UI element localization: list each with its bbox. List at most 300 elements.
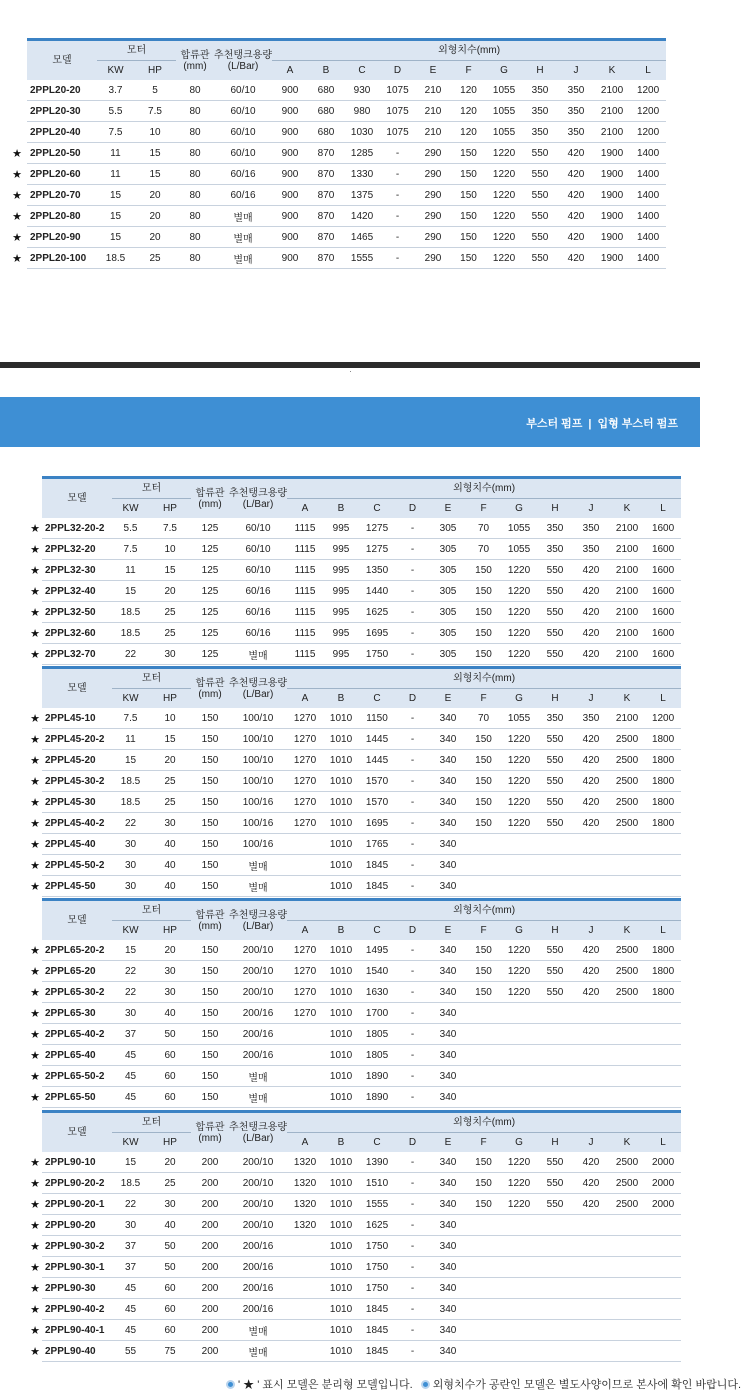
- separated-model-star-icon: ★: [30, 755, 40, 767]
- cell-g: [501, 855, 537, 876]
- cell-g: [501, 1341, 537, 1362]
- cell-hp: 20: [134, 227, 176, 248]
- cell-d: -: [380, 143, 415, 164]
- cell-l: 1800: [645, 982, 681, 1003]
- cell-b: 870: [308, 227, 344, 248]
- cell-j: [573, 1024, 609, 1045]
- cell-l: 1400: [630, 206, 666, 227]
- separated-model-star-icon: ★: [30, 1008, 40, 1020]
- header-kw: KW: [112, 1133, 149, 1153]
- cell-g: 1055: [501, 708, 537, 729]
- cell-l: 1600: [645, 518, 681, 539]
- cell-g: 1055: [486, 122, 522, 143]
- cell-pipe: 150: [191, 1087, 229, 1108]
- header-hp: HP: [149, 921, 191, 941]
- cell-e: 290: [415, 185, 451, 206]
- separated-model-star-icon: ★: [30, 565, 40, 577]
- cell-b: 1010: [323, 771, 359, 792]
- table-row: [42, 581, 681, 602]
- cell-j: 420: [573, 602, 609, 623]
- cell-e: 340: [430, 1236, 466, 1257]
- cell-tank: 100/16: [229, 813, 287, 834]
- cell-kw: 7.5: [112, 539, 149, 560]
- cell-j: 420: [558, 248, 594, 269]
- cell-pipe: 80: [176, 248, 214, 269]
- header-dim-g: G: [486, 61, 522, 81]
- cell-e: 340: [430, 834, 466, 855]
- cell-g: 1220: [501, 729, 537, 750]
- spec-table-2: [42, 476, 681, 665]
- cell-j: 420: [573, 813, 609, 834]
- cell-a: 1270: [287, 813, 323, 834]
- cell-f: 150: [466, 581, 501, 602]
- header-dim-a: A: [287, 921, 323, 941]
- header-hp: HP: [149, 1133, 191, 1153]
- cell-f: 70: [466, 518, 501, 539]
- cell-pipe: 125: [191, 644, 229, 665]
- cell-e: 290: [415, 206, 451, 227]
- cell-b: 1010: [323, 1194, 359, 1215]
- cell-pipe: 150: [191, 940, 229, 961]
- cell-b: 1010: [323, 1152, 359, 1173]
- cell-c: 1625: [359, 1215, 395, 1236]
- cell-h: 550: [537, 729, 573, 750]
- cell-k: 2500: [609, 771, 645, 792]
- cell-tank: 별매: [214, 227, 272, 248]
- cell-hp: 10: [149, 708, 191, 729]
- cell-c: 1625: [359, 602, 395, 623]
- cell-j: [573, 1066, 609, 1087]
- spec-table-4: [42, 898, 681, 1108]
- cell-h: [537, 855, 573, 876]
- cell-h: 550: [522, 185, 558, 206]
- cell-h: [537, 1003, 573, 1024]
- cell-a: [287, 1299, 323, 1320]
- cell-j: 420: [573, 644, 609, 665]
- cell-kw: 3.7: [97, 80, 134, 101]
- cell-model: 2PPL90-30: [42, 1278, 112, 1299]
- header-model: 모델: [42, 900, 112, 941]
- cell-d: -: [395, 813, 430, 834]
- cell-d: -: [380, 206, 415, 227]
- cell-d: -: [395, 1299, 430, 1320]
- cell-g: 1220: [501, 961, 537, 982]
- cell-j: [573, 855, 609, 876]
- cell-j: 420: [558, 143, 594, 164]
- cell-kw: 22: [112, 644, 149, 665]
- cell-j: 350: [573, 708, 609, 729]
- cell-l: 1400: [630, 164, 666, 185]
- cell-tank: 60/10: [229, 560, 287, 581]
- cell-g: 1220: [501, 1152, 537, 1173]
- cell-j: 420: [573, 581, 609, 602]
- cell-j: 420: [573, 940, 609, 961]
- cell-f: 150: [451, 143, 486, 164]
- cell-l: 1400: [630, 227, 666, 248]
- cell-g: 1220: [501, 581, 537, 602]
- header-model: 모델: [27, 40, 97, 81]
- cell-pipe: 80: [176, 164, 214, 185]
- separated-model-star-icon: ★: [30, 776, 40, 788]
- cell-k: [609, 1045, 645, 1066]
- cell-kw: 22: [112, 961, 149, 982]
- cell-j: 420: [573, 1152, 609, 1173]
- cell-kw: 30: [112, 876, 149, 897]
- cell-hp: 30: [149, 1194, 191, 1215]
- cell-f: 150: [466, 813, 501, 834]
- cell-d: -: [395, 644, 430, 665]
- separated-model-star-icon: ★: [30, 839, 40, 851]
- cell-l: 1400: [630, 143, 666, 164]
- cell-h: 350: [537, 539, 573, 560]
- cell-d: -: [395, 982, 430, 1003]
- banner-breadcrumb: [526, 415, 678, 431]
- cell-pipe: 150: [191, 750, 229, 771]
- cell-e: 340: [430, 1299, 466, 1320]
- cell-j: 420: [573, 560, 609, 581]
- cell-model: 2PPL45-20: [42, 750, 112, 771]
- cell-kw: 37: [112, 1257, 149, 1278]
- cell-kw: 7.5: [112, 708, 149, 729]
- cell-model: 2PPL65-20-2: [42, 940, 112, 961]
- cell-model: 2PPL90-20-2: [42, 1173, 112, 1194]
- header-dim-c: C: [359, 1133, 395, 1153]
- cell-hp: 25: [149, 1173, 191, 1194]
- cell-hp: 40: [149, 1215, 191, 1236]
- cell-a: 1270: [287, 1003, 323, 1024]
- cell-e: 340: [430, 1194, 466, 1215]
- cell-k: 2100: [594, 101, 630, 122]
- cell-k: 2100: [609, 539, 645, 560]
- spec-table-5: [42, 1110, 681, 1362]
- cell-b: 1010: [323, 961, 359, 982]
- cell-a: 1115: [287, 644, 323, 665]
- cell-g: [501, 1024, 537, 1045]
- header-dim-f: F: [466, 921, 501, 941]
- cell-k: 2500: [609, 1152, 645, 1173]
- table-row: [42, 729, 681, 750]
- header-kw: KW: [112, 689, 149, 709]
- table-row: [42, 834, 681, 855]
- separated-model-star-icon: ★: [12, 169, 22, 181]
- cell-tank: 별매: [229, 1320, 287, 1341]
- header-dim-b: B: [323, 1133, 359, 1153]
- cell-tank: 200/16: [229, 1299, 287, 1320]
- cell-hp: 25: [149, 602, 191, 623]
- cell-hp: 30: [149, 982, 191, 1003]
- cell-kw: 18.5: [112, 771, 149, 792]
- cell-tank: 별매: [229, 644, 287, 665]
- cell-e: 305: [430, 644, 466, 665]
- cell-kw: 18.5: [112, 623, 149, 644]
- header-hp: HP: [149, 499, 191, 519]
- cell-h: [537, 876, 573, 897]
- cell-e: 210: [415, 122, 451, 143]
- cell-pipe: 80: [176, 143, 214, 164]
- cell-a: 1115: [287, 602, 323, 623]
- cell-h: [537, 1087, 573, 1108]
- spec-table: [42, 898, 681, 1108]
- cell-d: -: [395, 1152, 430, 1173]
- cell-hp: 7.5: [134, 101, 176, 122]
- cell-e: 340: [430, 1003, 466, 1024]
- cell-c: 1570: [359, 792, 395, 813]
- cell-pipe: 125: [191, 623, 229, 644]
- cell-j: 420: [573, 792, 609, 813]
- cell-l: [645, 1045, 681, 1066]
- cell-model: 2PPL20-90: [27, 227, 97, 248]
- cell-pipe: 125: [191, 560, 229, 581]
- cell-f: 150: [466, 623, 501, 644]
- cell-hp: 20: [134, 206, 176, 227]
- cell-hp: 10: [134, 122, 176, 143]
- header-pipe-unit: (mm): [198, 920, 222, 932]
- header-dim-l: L: [645, 1133, 681, 1153]
- cell-b: 870: [308, 248, 344, 269]
- cell-k: 2500: [609, 961, 645, 982]
- header-dim-e: E: [430, 499, 466, 519]
- header-dim-h: H: [522, 61, 558, 81]
- cell-e: 305: [430, 518, 466, 539]
- header-kw: KW: [97, 61, 134, 81]
- cell-c: 1465: [344, 227, 380, 248]
- cell-k: [609, 876, 645, 897]
- table-row: [42, 961, 681, 982]
- separated-model-star-icon: ★: [30, 628, 40, 640]
- cell-e: 210: [415, 80, 451, 101]
- header-model: 모델: [42, 668, 112, 709]
- separated-model-star-icon: ★: [30, 1092, 40, 1104]
- cell-j: 420: [573, 982, 609, 1003]
- cell-j: [573, 876, 609, 897]
- table-row: [27, 227, 666, 248]
- cell-c: 1275: [359, 539, 395, 560]
- cell-a: 1320: [287, 1194, 323, 1215]
- cell-k: 1900: [594, 164, 630, 185]
- cell-c: 1420: [344, 206, 380, 227]
- bullet-icon: [226, 1380, 235, 1389]
- cell-h: [537, 1299, 573, 1320]
- cell-pipe: 150: [191, 1066, 229, 1087]
- cell-b: 1010: [323, 813, 359, 834]
- cell-d: -: [395, 1257, 430, 1278]
- cell-c: 1890: [359, 1087, 395, 1108]
- table-row: [42, 1278, 681, 1299]
- header-subrow: [27, 61, 666, 81]
- header-dimensions: 외형치수(mm): [287, 478, 681, 499]
- table-row: [42, 1066, 681, 1087]
- cell-pipe: 80: [176, 206, 214, 227]
- cell-b: 680: [308, 101, 344, 122]
- cell-g: 1220: [501, 560, 537, 581]
- header-dim-c: C: [359, 921, 395, 941]
- cell-tank: 200/16: [229, 1278, 287, 1299]
- cell-model: 2PPL65-30-2: [42, 982, 112, 1003]
- cell-kw: 45: [112, 1045, 149, 1066]
- cell-a: [287, 1236, 323, 1257]
- cell-pipe: 150: [191, 1024, 229, 1045]
- cell-kw: 15: [112, 581, 149, 602]
- cell-k: 2500: [609, 729, 645, 750]
- cell-e: 305: [430, 581, 466, 602]
- header-pipe-label: 합류관: [180, 49, 210, 61]
- cell-j: 350: [573, 539, 609, 560]
- cell-hp: 15: [149, 729, 191, 750]
- table-row: [42, 792, 681, 813]
- cell-pipe: 150: [191, 792, 229, 813]
- cell-kw: 30: [112, 834, 149, 855]
- cell-c: 1845: [359, 876, 395, 897]
- cell-d: -: [395, 961, 430, 982]
- cell-a: 900: [272, 206, 308, 227]
- cell-pipe: 150: [191, 729, 229, 750]
- cell-a: 1115: [287, 581, 323, 602]
- header-motor: 모터: [112, 668, 191, 689]
- cell-c: 1440: [359, 581, 395, 602]
- header-pipe: [191, 668, 229, 709]
- cell-c: 1845: [359, 1299, 395, 1320]
- header-dim-l: L: [645, 921, 681, 941]
- cell-c: 930: [344, 80, 380, 101]
- separated-model-star-icon: ★: [12, 232, 22, 244]
- cell-model: 2PPL20-60: [27, 164, 97, 185]
- table-row: [27, 164, 666, 185]
- header-dim-f: F: [466, 499, 501, 519]
- cell-l: 2000: [645, 1194, 681, 1215]
- cell-kw: 55: [112, 1341, 149, 1362]
- cell-d: -: [395, 1045, 430, 1066]
- cell-h: 550: [522, 227, 558, 248]
- header-dim-l: L: [645, 499, 681, 519]
- cell-kw: 37: [112, 1024, 149, 1045]
- cell-pipe: 125: [191, 539, 229, 560]
- cell-h: 550: [537, 1152, 573, 1173]
- cell-model: 2PPL65-30: [42, 1003, 112, 1024]
- cell-a: 900: [272, 80, 308, 101]
- cell-h: [537, 1045, 573, 1066]
- header-dim-j: J: [573, 689, 609, 709]
- cell-d: -: [395, 834, 430, 855]
- cell-h: [537, 1215, 573, 1236]
- cell-e: 305: [430, 560, 466, 581]
- cell-tank: 별매: [229, 876, 287, 897]
- cell-f: 150: [466, 940, 501, 961]
- cell-kw: 30: [112, 855, 149, 876]
- cell-pipe: 80: [176, 122, 214, 143]
- cell-b: 1010: [323, 792, 359, 813]
- cell-l: 1200: [630, 80, 666, 101]
- cell-g: 1055: [486, 101, 522, 122]
- cell-b: 1010: [323, 708, 359, 729]
- cell-c: 1845: [359, 1341, 395, 1362]
- cell-tank: 200/16: [229, 1024, 287, 1045]
- separated-model-star-icon: ★: [12, 148, 22, 160]
- cell-tank: 200/10: [229, 1152, 287, 1173]
- cell-model: 2PPL45-40-2: [42, 813, 112, 834]
- cell-j: [573, 1045, 609, 1066]
- cell-c: 1845: [359, 855, 395, 876]
- separated-model-star-icon: ★: [30, 544, 40, 556]
- separated-model-star-icon: ★: [30, 987, 40, 999]
- header-dim-a: A: [287, 1133, 323, 1153]
- header-dim-b: B: [323, 921, 359, 941]
- cell-h: 550: [537, 560, 573, 581]
- cell-j: 420: [573, 1194, 609, 1215]
- cell-model: 2PPL65-40-2: [42, 1024, 112, 1045]
- cell-hp: 50: [149, 1024, 191, 1045]
- header-hp: HP: [149, 689, 191, 709]
- cell-j: 420: [558, 164, 594, 185]
- cell-kw: 15: [112, 750, 149, 771]
- cell-l: 1800: [645, 750, 681, 771]
- cell-k: [609, 1257, 645, 1278]
- cell-model: 2PPL45-30: [42, 792, 112, 813]
- cell-j: 350: [558, 101, 594, 122]
- separated-model-star-icon: ★: [30, 797, 40, 809]
- cell-b: 1010: [323, 834, 359, 855]
- header-dim-b: B: [308, 61, 344, 81]
- header-dim-f: F: [451, 61, 486, 81]
- cell-d: -: [395, 1087, 430, 1108]
- cell-e: 340: [430, 813, 466, 834]
- separated-model-star-icon: ★: [30, 1199, 40, 1211]
- cell-a: [287, 1278, 323, 1299]
- header-dim-j: J: [573, 499, 609, 519]
- cell-j: [573, 834, 609, 855]
- category-banner: [0, 397, 700, 447]
- cell-b: 1010: [323, 1003, 359, 1024]
- cell-h: [537, 1257, 573, 1278]
- table-body: [42, 518, 681, 665]
- cell-h: 550: [522, 248, 558, 269]
- table-row: [27, 206, 666, 227]
- cell-e: 340: [430, 1257, 466, 1278]
- cell-f: 70: [466, 539, 501, 560]
- separated-model-star-icon: ★: [12, 211, 22, 223]
- separated-model-star-icon: ★: [30, 1325, 40, 1337]
- cell-b: 995: [323, 560, 359, 581]
- cell-hp: 10: [149, 539, 191, 560]
- cell-h: 550: [537, 771, 573, 792]
- header-dim-l: L: [630, 61, 666, 81]
- header-hp: HP: [134, 61, 176, 81]
- cell-h: 550: [537, 750, 573, 771]
- table-row: [42, 855, 681, 876]
- table-row: [42, 1299, 681, 1320]
- cell-kw: 5.5: [112, 518, 149, 539]
- cell-l: 1800: [645, 729, 681, 750]
- header-dim-j: J: [573, 921, 609, 941]
- separated-model-star-icon: ★: [30, 1050, 40, 1062]
- cell-c: 1555: [344, 248, 380, 269]
- header-dimensions: 외형치수(mm): [287, 668, 681, 689]
- cell-hp: 20: [149, 750, 191, 771]
- table-row: [42, 560, 681, 581]
- header-dim-b: B: [323, 499, 359, 519]
- cell-b: 1010: [323, 876, 359, 897]
- cell-g: 1220: [501, 940, 537, 961]
- spec-table: [27, 38, 666, 269]
- cell-k: 2100: [594, 80, 630, 101]
- cell-k: 1900: [594, 143, 630, 164]
- cell-f: 150: [466, 961, 501, 982]
- cell-k: [609, 1215, 645, 1236]
- cell-l: [645, 834, 681, 855]
- table-row: [42, 1173, 681, 1194]
- cell-f: [466, 855, 501, 876]
- cell-l: [645, 1066, 681, 1087]
- separated-model-star-icon: ★: [30, 1262, 40, 1274]
